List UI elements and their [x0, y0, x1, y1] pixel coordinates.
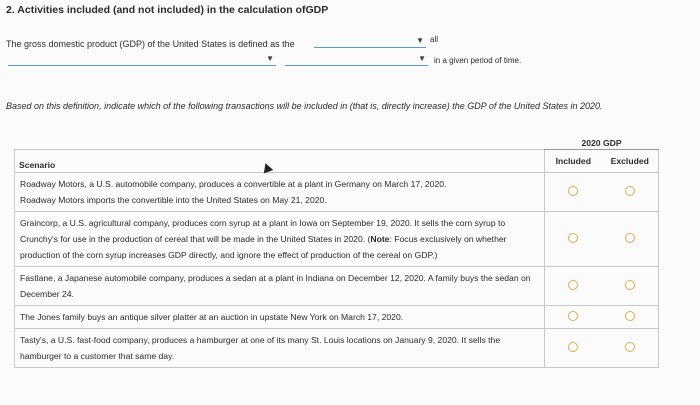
scenario-text: Tasty's, a U.S. fast-food company, produces a hamburger at one of its many St. Louis locations on January 9, 2020. It sells the hamburger to a customer that same day.: [15, 329, 545, 368]
gdp-table: [14, 133, 659, 368]
excluded-radio[interactable]: [625, 186, 635, 196]
included-radio[interactable]: [568, 233, 578, 243]
excluded-radio[interactable]: [625, 233, 635, 243]
scenario-text: Fastlane, a Japanese automobile company, produces a sedan at a plant in Indiana on December 12, 2020. A family buys the sedan on December 24.: [15, 267, 545, 306]
table-row: [15, 212, 659, 267]
chevron-down-icon: ▼: [416, 36, 424, 45]
table-row: [15, 306, 659, 329]
gdp-2020-header: 2020 GDP: [545, 133, 659, 150]
chevron-down-icon: ▼: [266, 54, 274, 63]
included-radio[interactable]: [568, 280, 578, 290]
instructions: Based on this definition, indicate which of the following transactions will be included in (that is, directly increase) the GDP of the United States in 2020.: [6, 101, 603, 111]
scenario-text: Graincorp, a U.S. agricultural company, produces corn syrup at a plant in Iowa on September 19, 2020. It sells the corn syrup to Crunchy's for use in the production of cereal that will be made in the United States in 2020. (Note: Focus exclusively on whether production of the corn syrup increases GDP directly, and ignore the effect of production of the cereal on GDP.): [15, 212, 545, 267]
excluded-radio[interactable]: [625, 311, 635, 321]
table-row: [15, 267, 659, 306]
gdp-definition-dropdown-1[interactable]: [314, 35, 426, 48]
included-radio[interactable]: [568, 186, 578, 196]
scenario-text: Roadway Motors, a U.S. automobile company, produces a convertible at a plant in Germany on March 17, 2020. Roadway Motors imports the convertible into the United States on May 21, 2020.: [15, 173, 545, 212]
definition-prefix: The gross domestic product (GDP) of the United States is defined as the: [6, 39, 295, 49]
definition-suffix-period: in a given period of time.: [434, 56, 522, 65]
excluded-radio[interactable]: [625, 342, 635, 352]
gdp-definition-dropdown-2[interactable]: [8, 53, 276, 66]
table-row: [15, 329, 659, 368]
excluded-radio[interactable]: [625, 280, 635, 290]
gdp-definition-dropdown-3[interactable]: [285, 53, 428, 66]
excluded-header: Excluded: [602, 150, 659, 173]
chevron-down-icon: ▼: [418, 54, 426, 63]
definition-suffix-all: all: [430, 35, 439, 44]
included-radio[interactable]: [568, 342, 578, 352]
included-header: Included: [545, 150, 602, 173]
scenario-text: The Jones family buys an antique silver platter at an auction in upstate New York on March 17, 2020.: [15, 306, 545, 329]
included-radio[interactable]: [568, 311, 578, 321]
scenario-header: Scenario: [15, 150, 545, 173]
question-title: 2. Activities included (and not included) in the calculation ofGDP: [6, 4, 329, 16]
table-row: [15, 173, 659, 212]
